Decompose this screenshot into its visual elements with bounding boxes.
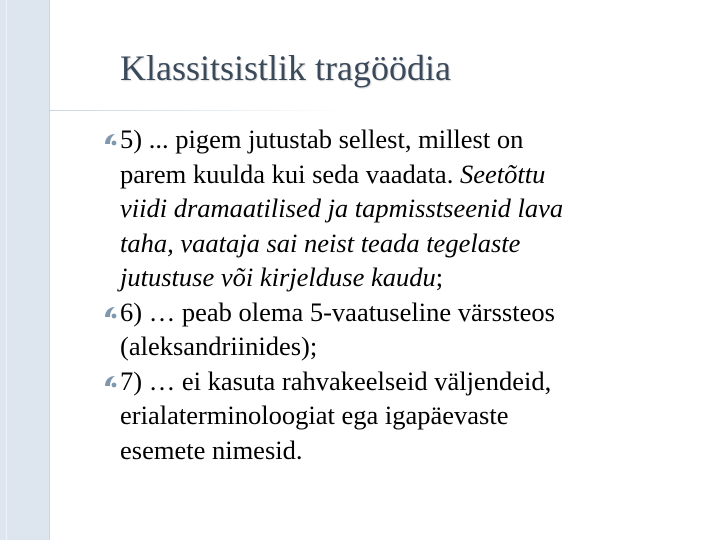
list-item <box>70 122 700 295</box>
item-text: … peab olema 5-vaatuseline värssteos <box>148 296 555 327</box>
item-text: … ei kasuta rahvakeelseid väljendeid, <box>148 365 552 396</box>
side-band <box>0 0 50 540</box>
item-text: ... pigem jutustab sellest, millest on <box>148 124 524 154</box>
item-line <box>120 260 700 295</box>
ornate-bullet-icon <box>102 373 118 389</box>
item-text: esemete nimesid. <box>120 434 303 465</box>
title-divider <box>49 110 349 111</box>
slide-title: Klassitsistlik tragöödia <box>120 48 451 88</box>
item-text: (aleksandriinides); <box>120 331 318 361</box>
item-text-italic: Seetõttu <box>459 158 546 189</box>
list-item <box>70 364 700 468</box>
item-number: 6) <box>120 296 143 327</box>
list-item <box>70 295 700 364</box>
slide-body <box>70 122 700 467</box>
item-line <box>120 364 700 399</box>
item-text: parem kuulda kui seda vaadata. <box>120 158 460 189</box>
item-line <box>120 122 700 157</box>
item-text-italic: viidi dramaatilised ja tapmisstseenid lava <box>120 193 564 223</box>
item-text-italic: jutustuse või kirjelduse kaudu <box>120 262 436 292</box>
item-text: erialaterminoloogiat ega igapäevaste <box>120 400 509 430</box>
ornate-bullet-icon <box>102 304 118 320</box>
item-line <box>120 157 700 192</box>
ornate-bullet-icon <box>102 131 118 147</box>
item-line <box>120 295 700 330</box>
item-number: 5) <box>120 124 143 154</box>
item-text-italic: taha, vaataja sai neist teada tegelaste <box>120 227 521 258</box>
item-number: 7) <box>120 365 143 396</box>
item-text: ; <box>435 262 444 292</box>
